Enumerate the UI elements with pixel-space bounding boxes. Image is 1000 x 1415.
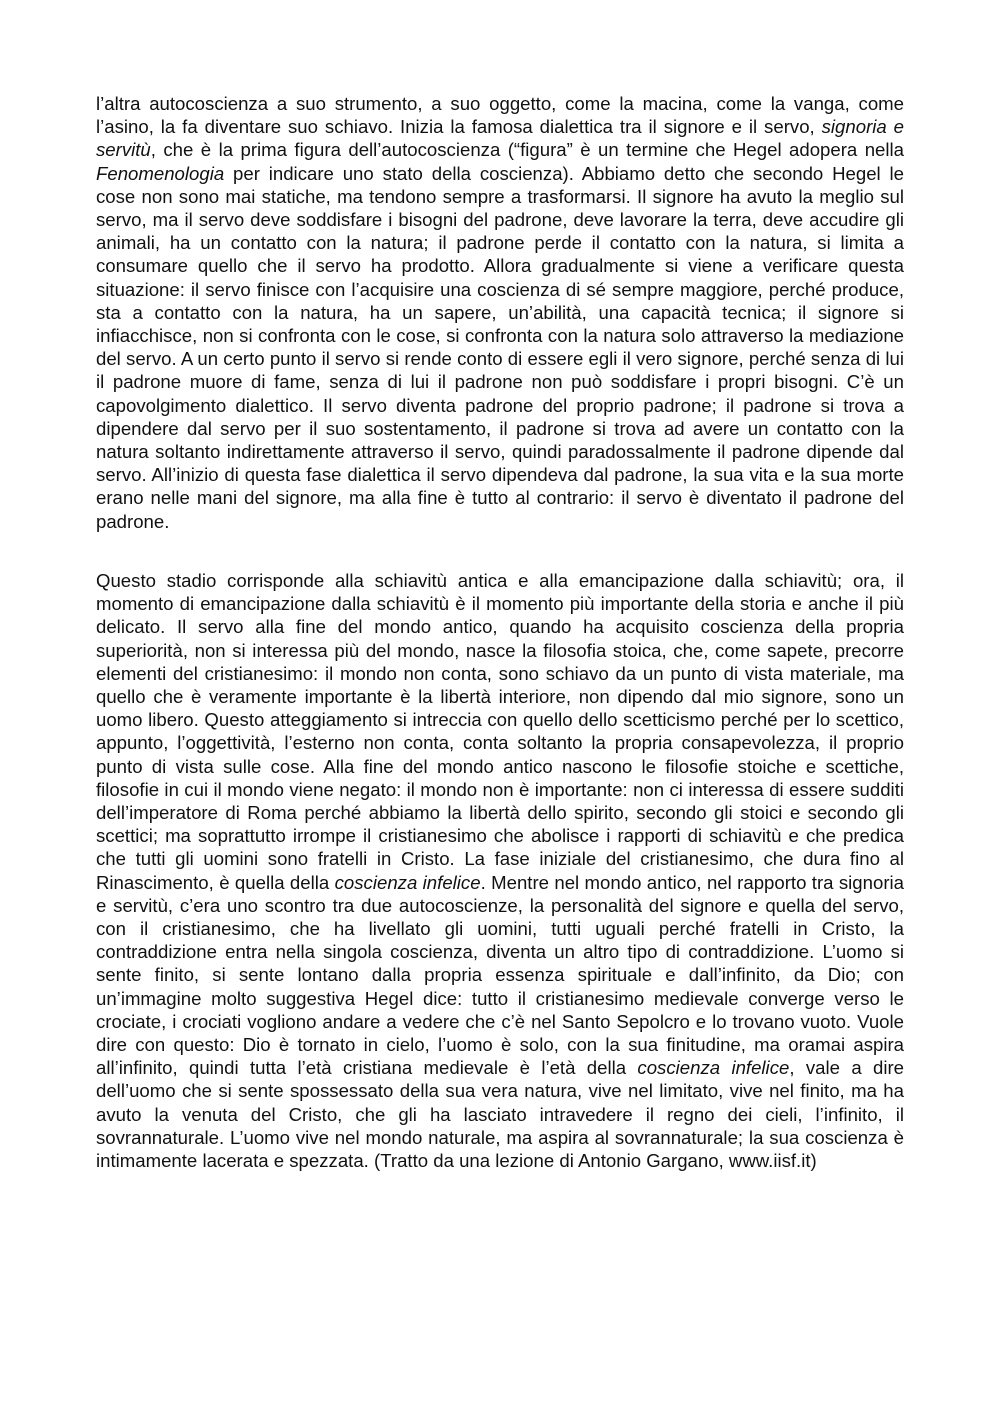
text-segment: . Mentre nel mondo antico, nel rapporto tra signoria e servitù, c’era uno scontro tra due autocoscienze, la personalità del signore e quella del servo, con il cristianesimo, che ha livellato gli uomini, tutti uguali perché fratelli in Cristo, la contraddizione entra nella singola coscienza, diventa un altro tipo di contraddizione. L’uomo si sente finito, si sente lontano dalla propria essenza spirituale e dall’infinito, da Dio; con un’immagine molto suggestiva Hegel dice: tutto il cristianesimo medievale converge verso le crociate, i crociati vogliono andare a vedere che c’è nel Santo Sepolcro e lo trovano vuoto. Vuole dire con questo: Dio è tornato in cielo, l’uomo è solo, con la sua finitudine, ma oramai aspira all’infinito, quindi tutta l’età cristiana medievale è l’età della xyxy=(96,871,904,1079)
text-segment: , che è la prima figura dell’autocoscienza (“figura” è un termine che Hegel adopera nella xyxy=(150,139,904,161)
paragraph-text xyxy=(96,92,904,533)
text-segment: Questo stadio corrisponde alla schiavitù antica e alla emancipazione dalla schiavitù; ora, il momento di emancipazione dalla schiavitù è il momento più importante della storia e anche il più delicato. Il servo alla fine del mondo antico, quando ha acquisito coscienza della propria superiorità, non si interessa più del mondo, nasce la filosofia stoica, che, come sapete, precorre elementi del cristianesimo: il mondo non conta, sono schiavo da un punto di vista materiale, ma quello che è veramente importante è la libertà interiore, non dipendo dal mio signore, sono un uomo libero. Questo atteggiamento si intreccia con quello dello scetticismo perché per lo scettico, appunto, l’oggettività, l’esterno non conta, conta soltanto la propria consapevolezza, il proprio punto di vista sulle cose. Alla fine del mondo antico nascono le filosofie stoiche e scettiche, filosofie in cui il mondo viene negato: il mondo non è importante: non ci interessa di essere sudditi dell’imperatore di Roma perché abbiamo la libertà dello spirito, secondo gli stoici e secondo gli scettici; ma soprattutto irrompe il cristianesimo che abolisce i rapporti di schiavitù e che predica che tutti gli uomini sono fratelli in Cristo. La fase iniziale del cristianesimo, che dura fino al Rinascimento, è quella della xyxy=(96,570,904,893)
text-segment: , vale a dire dell’uomo che si sente spossessato della sua vera natura, vive nel limitato, vive nel finito, ma ha avuto la venuta del Cristo, che gli ha lasciato intravedere il regno dei cieli, l’infinito, il sovrannaturale. L’uomo vive nel mondo naturale, ma aspira al sovrannaturale; la sua coscienza è intimamente lacerata e spezzata. (Tratto da una lezione di Antonio Gargano, www.iisf.it) xyxy=(96,1057,905,1172)
text-segment: per indicare uno stato della coscienza). Abbiamo detto che secondo Hegel le cose non sono mai statiche, ma tendono sempre a trasformarsi. Il signore ha avuto la meglio sul servo, ma il servo deve soddisfare i bisogni del padrone, deve lavorare la terra, deve accudire gli animali, ha un contatto con la natura; il padrone perde il contatto con la natura, si limita a consumare quello che il servo ha prodotto. Allora gradualmente si viene a verificare questa situazione: il servo finisce con l’acquisire una coscienza di sé sempre maggiore, perché produce, sta a contatto con la natura, ha un sapere, un’abilità, una capacità tecnica; il signore si infiacchisce, non si confronta con le cose, si confronta con la natura solo attraverso la mediazione del servo. A un certo punto il servo si rende conto di essere egli il vero signore, perché senza di lui il padrone muore di fame, senza di lui il padrone non può soddisfare i propri bisogni. C’è un capovolgimento dialettico. Il servo diventa padrone del proprio padrone; il padrone si trova a dipendere dal servo per il suo sostentamento, il padrone si trova ad avere un contatto con la natura soltanto indirettamente attraverso il servo, quindi paradossalmente il padrone dipende dal servo. All’inizio di questa fase dialettica il servo dipendeva dal padrone, la sua vita e la sua morte erano nelle mani del signore, ma alla fine è tutto al contrario: il servo è diventato il padrone del padrone. xyxy=(96,162,904,532)
paragraph xyxy=(96,92,904,533)
paragraph-text xyxy=(96,569,904,1172)
text-segment: l’altra autocoscienza a suo strumento, a suo oggetto, come la macina, come la vanga, come l’asino, la fa diventare suo schiavo. Inizia la famosa dialettica tra il signore e il servo, xyxy=(96,93,904,138)
italic-text-segment: coscienza infelice xyxy=(637,1057,790,1079)
paragraph xyxy=(96,569,904,1172)
italic-text-segment: coscienza infelice xyxy=(334,871,481,893)
italic-text-segment: signoria e servitù xyxy=(96,116,904,161)
italic-text-segment: Fenomenologia xyxy=(96,162,225,184)
